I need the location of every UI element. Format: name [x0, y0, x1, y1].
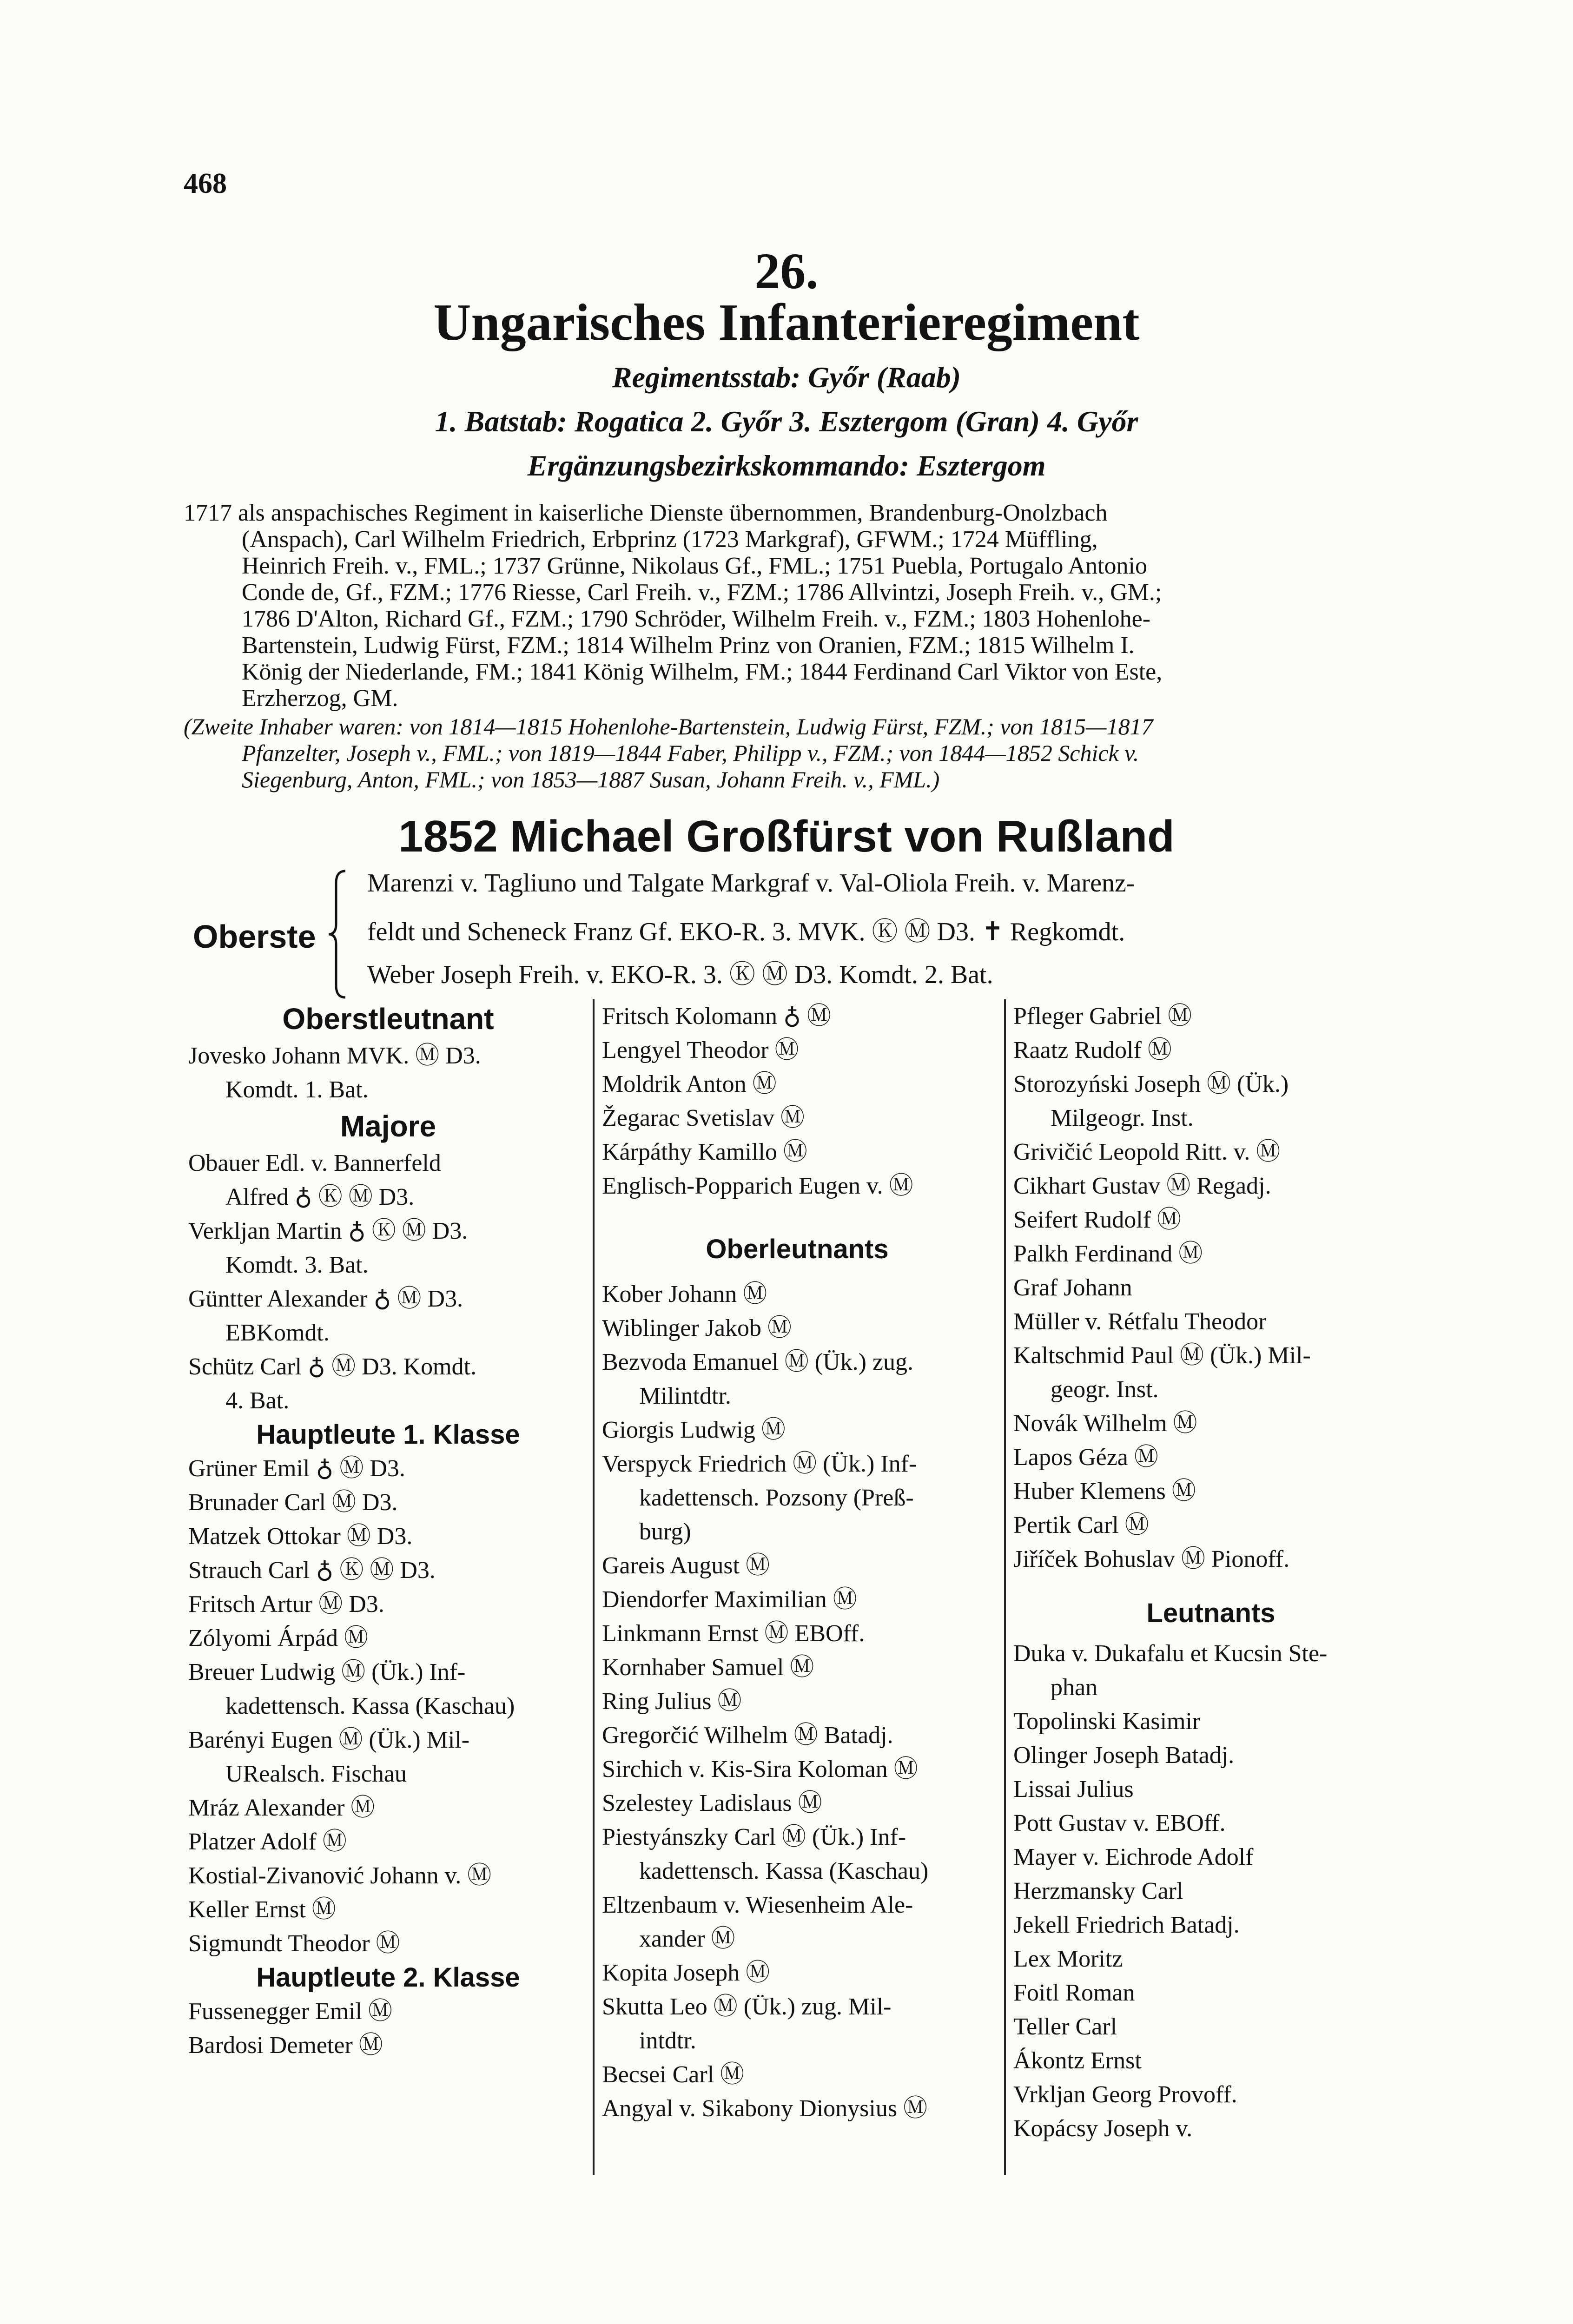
- officer-entry: Foitl Roman: [1013, 1980, 1135, 2006]
- officer-entry: Skutta Leo Ⓜ (Ük.) zug. Mil-: [602, 1994, 892, 2020]
- column-3: [1013, 999, 1408, 2146]
- battalion-staffs: 1. Batstab: Rogatica 2. Győr 3. Esztergom (Gran) 4. Győr: [435, 405, 1138, 438]
- officer-entry: Matzek Ottokar Ⓜ D3.: [188, 1523, 413, 1550]
- officer-entry: Jovesko Johann MVK. Ⓜ D3.: [188, 1043, 481, 1069]
- history-line: Erzherzog, GM.: [242, 685, 398, 712]
- oberst-entry: Marenzi v. Tagliuno und Talgate Markgraf v. Val-Oliola Freih. v. Marenz-: [367, 869, 1135, 898]
- officer-entry: Güntter Alexander ♁ Ⓜ D3.: [188, 1286, 463, 1312]
- officer-entry: Breuer Ludwig Ⓜ (Ük.) Inf-: [188, 1659, 466, 1685]
- officer-entry: Lengyel Theodor Ⓜ: [602, 1037, 799, 1063]
- officer-entry: Alfred ♁ Ⓚ Ⓜ D3.: [225, 1184, 415, 1210]
- officer-entry: Žegarac Svetislav Ⓜ: [602, 1105, 805, 1131]
- officer-entry: EBKomdt.: [225, 1320, 330, 1346]
- officer-entry: Platzer Adolf Ⓜ: [188, 1829, 347, 1855]
- officer-entry: URealsch. Fischau: [225, 1761, 407, 1787]
- history-line: Conde de, Gf., FZM.; 1776 Riesse, Carl Freih. v., FZM.; 1786 Allvintzi, Joseph Freih. v., GM.;: [242, 579, 1162, 606]
- officer-entry: Teller Carl: [1013, 2014, 1117, 2040]
- officer-entry: xander Ⓜ: [639, 1926, 735, 1952]
- officer-entry: Kopita Joseph Ⓜ: [602, 1960, 770, 1986]
- regiment-title: Ungarisches Infanterieregiment: [433, 294, 1140, 351]
- officer-entry: Grüner Emil ♁ Ⓜ D3.: [188, 1455, 405, 1482]
- officer-entry: Novák Wilhelm Ⓜ: [1013, 1410, 1197, 1437]
- officer-entry: Vrkljan Georg Provoff.: [1013, 2081, 1237, 2108]
- note-line: Pfanzelter, Joseph v., FML.; von 1819—1844 Faber, Philipp v., FZM.; von 1844—1852 Schick v.: [242, 740, 1139, 766]
- officer-entry: Milgeogr. Inst.: [1051, 1105, 1194, 1131]
- officer-entry: Becsei Carl Ⓜ: [602, 2061, 745, 2088]
- history-line: 1717 als anspachisches Regiment in kaiserliche Dienste übernommen, Brandenburg-Onolzbach: [184, 500, 1108, 526]
- officer-entry: Graf Johann: [1013, 1274, 1132, 1301]
- officer-entry: Kober Johann Ⓜ: [602, 1281, 767, 1307]
- page-number: 468: [184, 168, 227, 199]
- officer-entry: Ring Julius Ⓜ: [602, 1688, 742, 1715]
- brace-icon: [328, 869, 346, 999]
- officer-entry: Lex Moritz: [1013, 1946, 1123, 1972]
- officer-entry: Palkh Ferdinand Ⓜ: [1013, 1241, 1203, 1267]
- officer-entry: Raatz Rudolf Ⓜ: [1013, 1037, 1172, 1063]
- second-owners-note: [184, 713, 1392, 793]
- note-line: Siegenburg, Anton, FML.; von 1853—1887 Susan, Johann Freih. v., FML.): [242, 766, 940, 792]
- oberst-entry: Weber Joseph Freih. v. EKO-R. 3. Ⓚ Ⓜ D3. Komdt. 2. Bat.: [367, 960, 993, 989]
- column-divider: [1004, 999, 1006, 2175]
- officer-entry: Eltzenbaum v. Wiesenheim Ale-: [602, 1892, 913, 1918]
- oberste-label: Oberste: [193, 918, 316, 955]
- officer-entry: Fritsch Kolomann ♁ Ⓜ: [602, 1003, 831, 1030]
- officer-entry: Kopácsy Joseph v.: [1013, 2115, 1193, 2142]
- officer-entry: Mráz Alexander Ⓜ: [188, 1795, 375, 1821]
- officer-entry: Fritsch Artur Ⓜ D3.: [188, 1591, 384, 1618]
- officer-entry: Jekell Friedrich Batadj.: [1013, 1912, 1240, 1938]
- officer-entry: Strauch Carl ♁ Ⓚ Ⓜ D3.: [188, 1557, 436, 1584]
- officer-entry: Linkmann Ernst Ⓜ EBOff.: [602, 1620, 865, 1647]
- note-line: (Zweite Inhaber waren: von 1814—1815 Hohenlohe-Bartenstein, Ludwig Fürst, FZM.; von 1815—1817: [184, 713, 1153, 739]
- officer-entry: Seifert Rudolf Ⓜ: [1013, 1207, 1182, 1233]
- section-heading: Majore: [340, 1109, 436, 1143]
- officer-entry: kadettensch. Pozsony (Preß-: [639, 1485, 914, 1511]
- officer-entry: Angyal v. Sikabony Dionysius Ⓜ: [602, 2095, 928, 2122]
- officer-entry: Cikhart Gustav Ⓜ Regadj.: [1013, 1173, 1271, 1199]
- officer-entry: Fussenegger Emil Ⓜ: [188, 1998, 393, 2025]
- regiment-history: [184, 500, 1392, 712]
- officer-entry: Jiříček Bohuslav Ⓜ Pionoff.: [1013, 1546, 1290, 1572]
- officer-entry: Moldrik Anton Ⓜ: [602, 1071, 777, 1097]
- officer-entry: Pfleger Gabriel Ⓜ: [1013, 1003, 1192, 1030]
- officer-entry: Verkljan Martin ♁ Ⓚ Ⓜ D3.: [188, 1218, 468, 1244]
- regiment-number: 26.: [754, 243, 819, 299]
- officer-entry: Sirchich v. Kis-Sira Koloman Ⓜ: [602, 1756, 918, 1783]
- officer-entry: Kárpáthy Kamillo Ⓜ: [602, 1139, 807, 1165]
- officer-entry: Kaltschmid Paul Ⓜ (Ük.) Mil-: [1013, 1342, 1311, 1369]
- officer-entry: Bezvoda Emanuel Ⓜ (Ük.) zug.: [602, 1349, 914, 1375]
- officer-entry: Topolinski Kasimir: [1013, 1708, 1201, 1735]
- officer-entry: Grivičić Leopold Ritt. v. Ⓜ: [1013, 1139, 1281, 1165]
- column-2: [602, 999, 992, 2126]
- officer-entry: Gregorčić Wilhelm Ⓜ Batadj.: [602, 1722, 893, 1749]
- officer-entry: Ákontz Ernst: [1013, 2047, 1142, 2074]
- officer-entry: Obauer Edl. v. Bannerfeld: [188, 1150, 441, 1176]
- officer-entry: Keller Ernst Ⓜ: [188, 1896, 336, 1923]
- officer-entry: Lapos Géza Ⓜ: [1013, 1444, 1158, 1471]
- officer-entry: Gareis August Ⓜ: [602, 1552, 770, 1579]
- section-heading: Hauptleute 2. Klasse: [256, 1962, 520, 1993]
- officer-entry: Olinger Joseph Batadj.: [1013, 1742, 1235, 1769]
- history-line: (Anspach), Carl Wilhelm Friedrich, Erbprinz (1723 Markgraf), GFWM.; 1724 Müffling,: [242, 526, 1098, 553]
- officer-entry: 4. Bat.: [225, 1387, 290, 1414]
- officer-entry: Komdt. 1. Bat.: [225, 1076, 369, 1103]
- officer-entry: Piestyánszky Carl Ⓜ (Ük.) Inf-: [602, 1824, 906, 1850]
- recruiting-district: Ergänzungsbezirkskommando: Esztergom: [527, 449, 1046, 482]
- officer-entry: kadettensch. Kassa (Kaschau): [639, 1858, 929, 1884]
- officer-entry: Herzmansky Carl: [1013, 1878, 1183, 1904]
- officer-entry: Bardosi Demeter Ⓜ: [188, 2032, 383, 2059]
- officer-entry: Lissai Julius: [1013, 1776, 1134, 1802]
- column-1: [188, 999, 588, 2062]
- officer-entry: Mayer v. Eichrode Adolf: [1013, 1844, 1254, 1870]
- officer-entry: Pertik Carl Ⓜ: [1013, 1512, 1149, 1538]
- section-heading: Oberleutnants: [706, 1234, 889, 1264]
- officer-entry: Komdt. 3. Bat.: [225, 1252, 369, 1278]
- oberst-entry: feldt und Scheneck Franz Gf. EKO-R. 3. MVK. Ⓚ Ⓜ D3. ✝ Regkomdt.: [367, 918, 1125, 946]
- regiment-owner: 1852 Michael Großfürst von Rußland: [398, 812, 1175, 861]
- regiment-staff: Regimentsstab: Győr (Raab): [612, 361, 961, 394]
- officer-entry: Verspyck Friedrich Ⓜ (Ük.) Inf-: [602, 1451, 917, 1477]
- history-line: Heinrich Freih. v., FML.; 1737 Grünne, Nikolaus Gf., FML.; 1751 Puebla, Portugalo Antonio: [242, 553, 1147, 579]
- officer-entry: Szelestey Ladislaus Ⓜ: [602, 1790, 822, 1816]
- officer-entry: Sigmundt Theodor Ⓜ: [188, 1930, 400, 1957]
- officer-entry: phan: [1051, 1674, 1098, 1701]
- section-heading: Oberstleutnant: [282, 1002, 494, 1036]
- officer-entry: Zólyomi Árpád Ⓜ: [188, 1625, 369, 1651]
- officer-entry: Giorgis Ludwig Ⓜ: [602, 1417, 786, 1443]
- officer-entry: Barényi Eugen Ⓜ (Ük.) Mil-: [188, 1727, 470, 1753]
- officer-entry: Huber Klemens Ⓜ: [1013, 1478, 1196, 1505]
- officer-entry: Kornhaber Samuel Ⓜ: [602, 1654, 814, 1681]
- history-line: 1786 D'Alton, Richard Gf., FZM.; 1790 Schröder, Wilhelm Freih. v., FZM.; 1803 Hohenlohe-: [242, 606, 1151, 632]
- officer-entry: Müller v. Rétfalu Theodor: [1013, 1308, 1267, 1335]
- officer-entry: geogr. Inst.: [1051, 1376, 1159, 1403]
- officer-entry: burg): [639, 1519, 691, 1545]
- section-heading: Leutnants: [1146, 1598, 1276, 1628]
- officer-entry: Storozyński Joseph Ⓜ (Ük.): [1013, 1071, 1289, 1097]
- officer-entry: Brunader Carl Ⓜ D3.: [188, 1489, 398, 1516]
- officer-entry: intdtr.: [639, 2027, 696, 2054]
- officer-entry: Diendorfer Maximilian Ⓜ: [602, 1586, 857, 1613]
- column-divider: [593, 999, 595, 2175]
- officer-entry: Kostial-Zivanović Johann v. Ⓜ: [188, 1862, 492, 1889]
- officer-entry: Pott Gustav v. EBOff.: [1013, 1810, 1226, 1836]
- history-line: König der Niederlande, FM.; 1841 König Wilhelm, FM.; 1844 Ferdinand Carl Viktor von Este,: [242, 659, 1163, 685]
- officer-entry: Schütz Carl ♁ Ⓜ D3. Komdt.: [188, 1353, 477, 1380]
- officer-entry: Wiblinger Jakob Ⓜ: [602, 1315, 792, 1341]
- section-heading: Hauptleute 1. Klasse: [256, 1419, 520, 1450]
- officer-entry: kadettensch. Kassa (Kaschau): [225, 1693, 515, 1719]
- officer-entry: Englisch-Popparich Eugen v. Ⓜ: [602, 1173, 913, 1199]
- history-line: Bartenstein, Ludwig Fürst, FZM.; 1814 Wilhelm Prinz von Oranien, FZM.; 1815 Wilhelm I.: [242, 632, 1135, 659]
- officer-entry: Duka v. Dukafalu et Kucsin Ste-: [1013, 1640, 1328, 1667]
- officer-entry: Milintdtr.: [639, 1383, 731, 1409]
